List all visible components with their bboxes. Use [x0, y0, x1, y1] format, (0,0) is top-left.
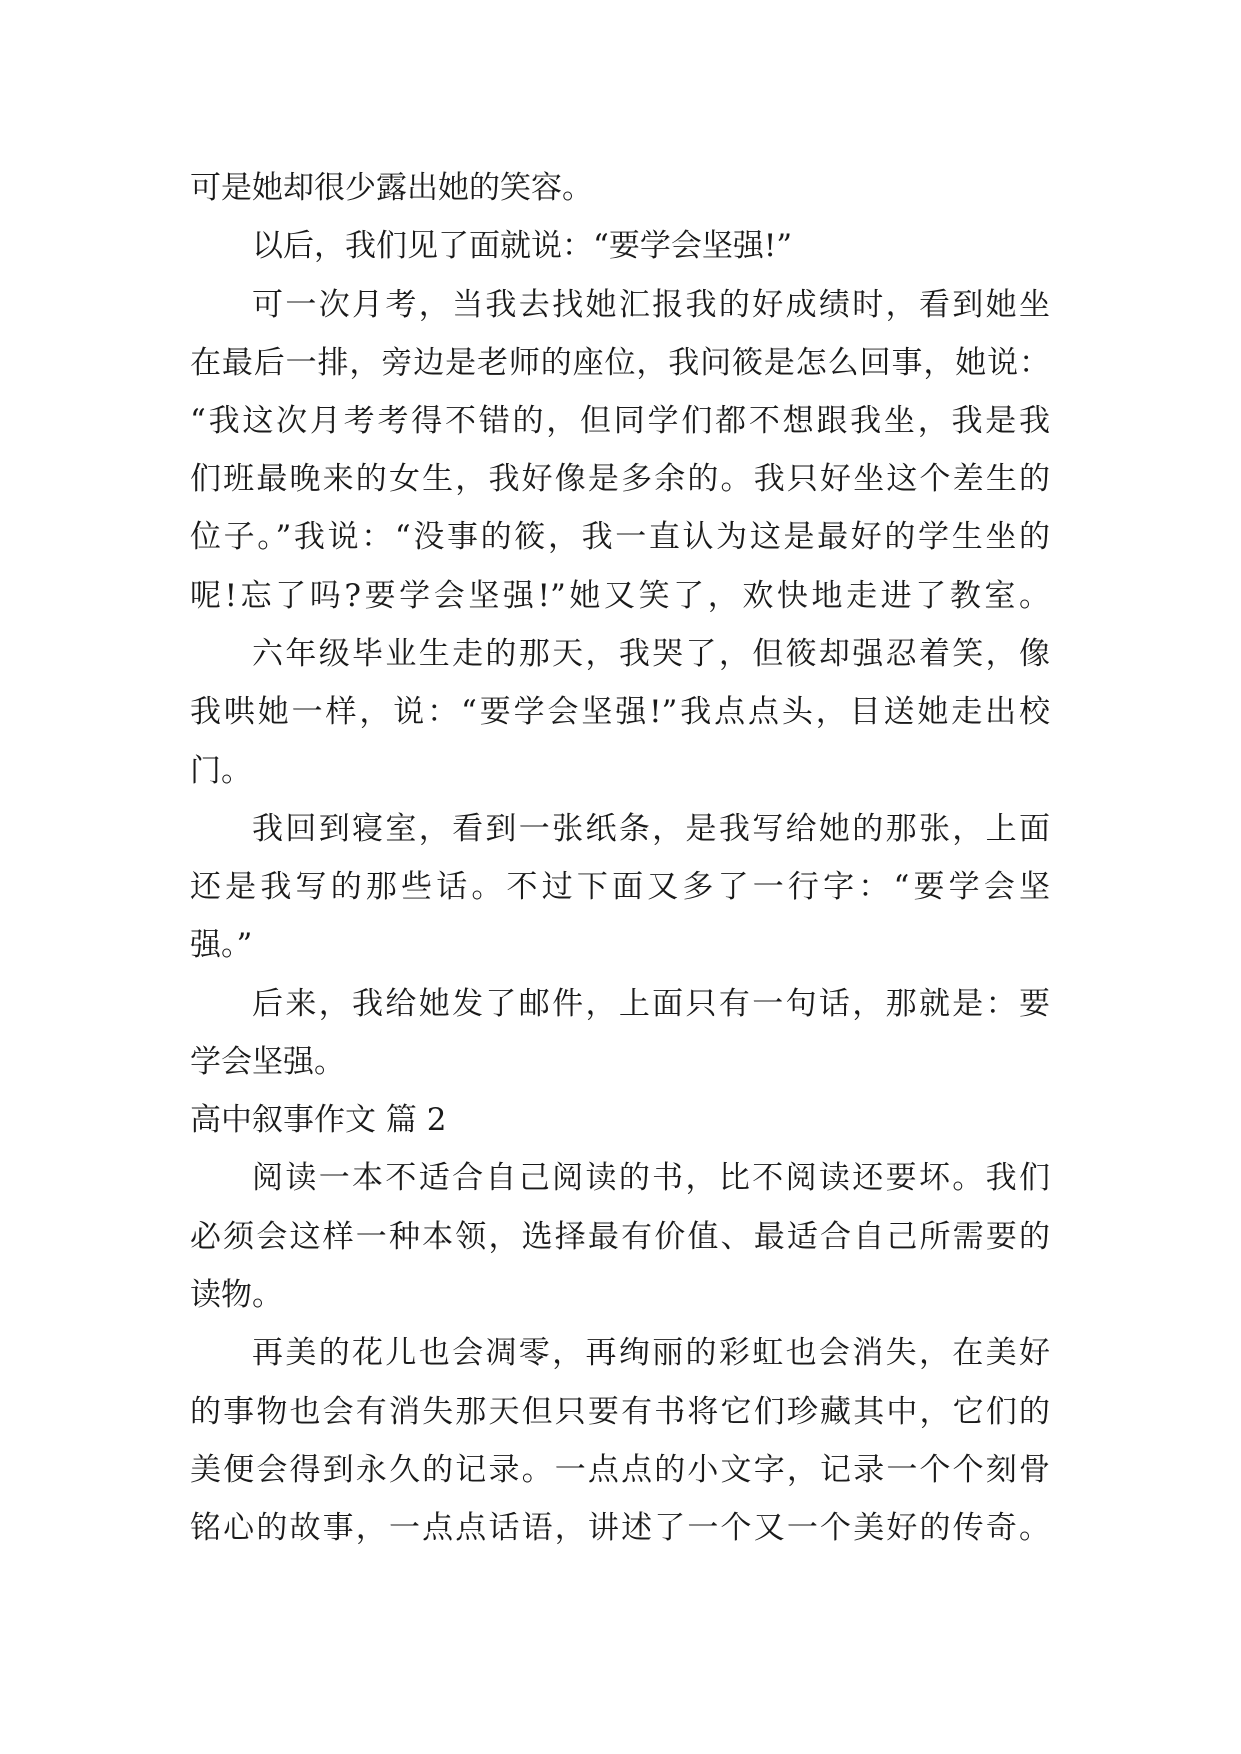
text-line: 们班最晚来的女生，我好像是多余的。我只好坐这个差生的	[190, 461, 1050, 497]
text-line: 再美的花儿也会凋零，再绚丽的彩虹也会消失，在美好	[252, 1335, 1050, 1371]
text-line: 以后，我们见了面就说：“要学会坚强!”	[252, 228, 793, 264]
text-line: 呢!忘了吗?要学会坚强!”她又笑了，欢快地走进了教室。	[190, 578, 1050, 614]
text-line: 六年级毕业生走的那天，我哭了，但筱却强忍着笑，像	[252, 636, 1050, 672]
text-line: 可一次月考，当我去找她汇报我的好成绩时，看到她坐	[252, 287, 1050, 323]
text-line: “我这次月考考得不错的，但同学们都不想跟我坐，我是我	[190, 403, 1050, 439]
text-line: 我回到寝室，看到一张纸条，是我写给她的那张，上面	[252, 811, 1050, 847]
text-line: 门。	[190, 753, 252, 789]
text-line: 还是我写的那些话。不过下面又多了一行字：“要学会坚	[190, 869, 1050, 905]
text-line: 在最后一排，旁边是老师的座位，我问筱是怎么回事，她说：	[190, 345, 1050, 381]
text-line: 我哄她一样，说：“要学会坚强!”我点点头，目送她走出校	[190, 694, 1050, 730]
text-line: 读物。	[190, 1277, 283, 1313]
text-line: 强。”	[190, 927, 253, 963]
text-line: 美便会得到永久的记录。一点点的小文字，记录一个个刻骨	[190, 1452, 1050, 1488]
text-line: 的事物也会有消失那天但只要有书将它们珍藏其中，它们的	[190, 1394, 1050, 1430]
text-line: 必须会这样一种本领，选择最有价值、最适合自己所需要的	[190, 1219, 1050, 1255]
text-line: 阅读一本不适合自己阅读的书，比不阅读还要坏。我们	[252, 1160, 1050, 1196]
section-heading: 高中叙事作文 篇 2	[190, 1102, 447, 1138]
text-line: 后来，我给她发了邮件，上面只有一句话，那就是：要	[252, 986, 1050, 1022]
text-line: 位子。”我说：“没事的筱，我一直认为这是最好的学生坐的	[190, 519, 1050, 555]
text-line: 铭心的故事，一点点话语，讲述了一个又一个美好的传奇。	[190, 1510, 1050, 1546]
text-line: 学会坚强。	[190, 1044, 345, 1080]
text-line: 可是她却很少露出她的笑容。	[190, 170, 593, 206]
